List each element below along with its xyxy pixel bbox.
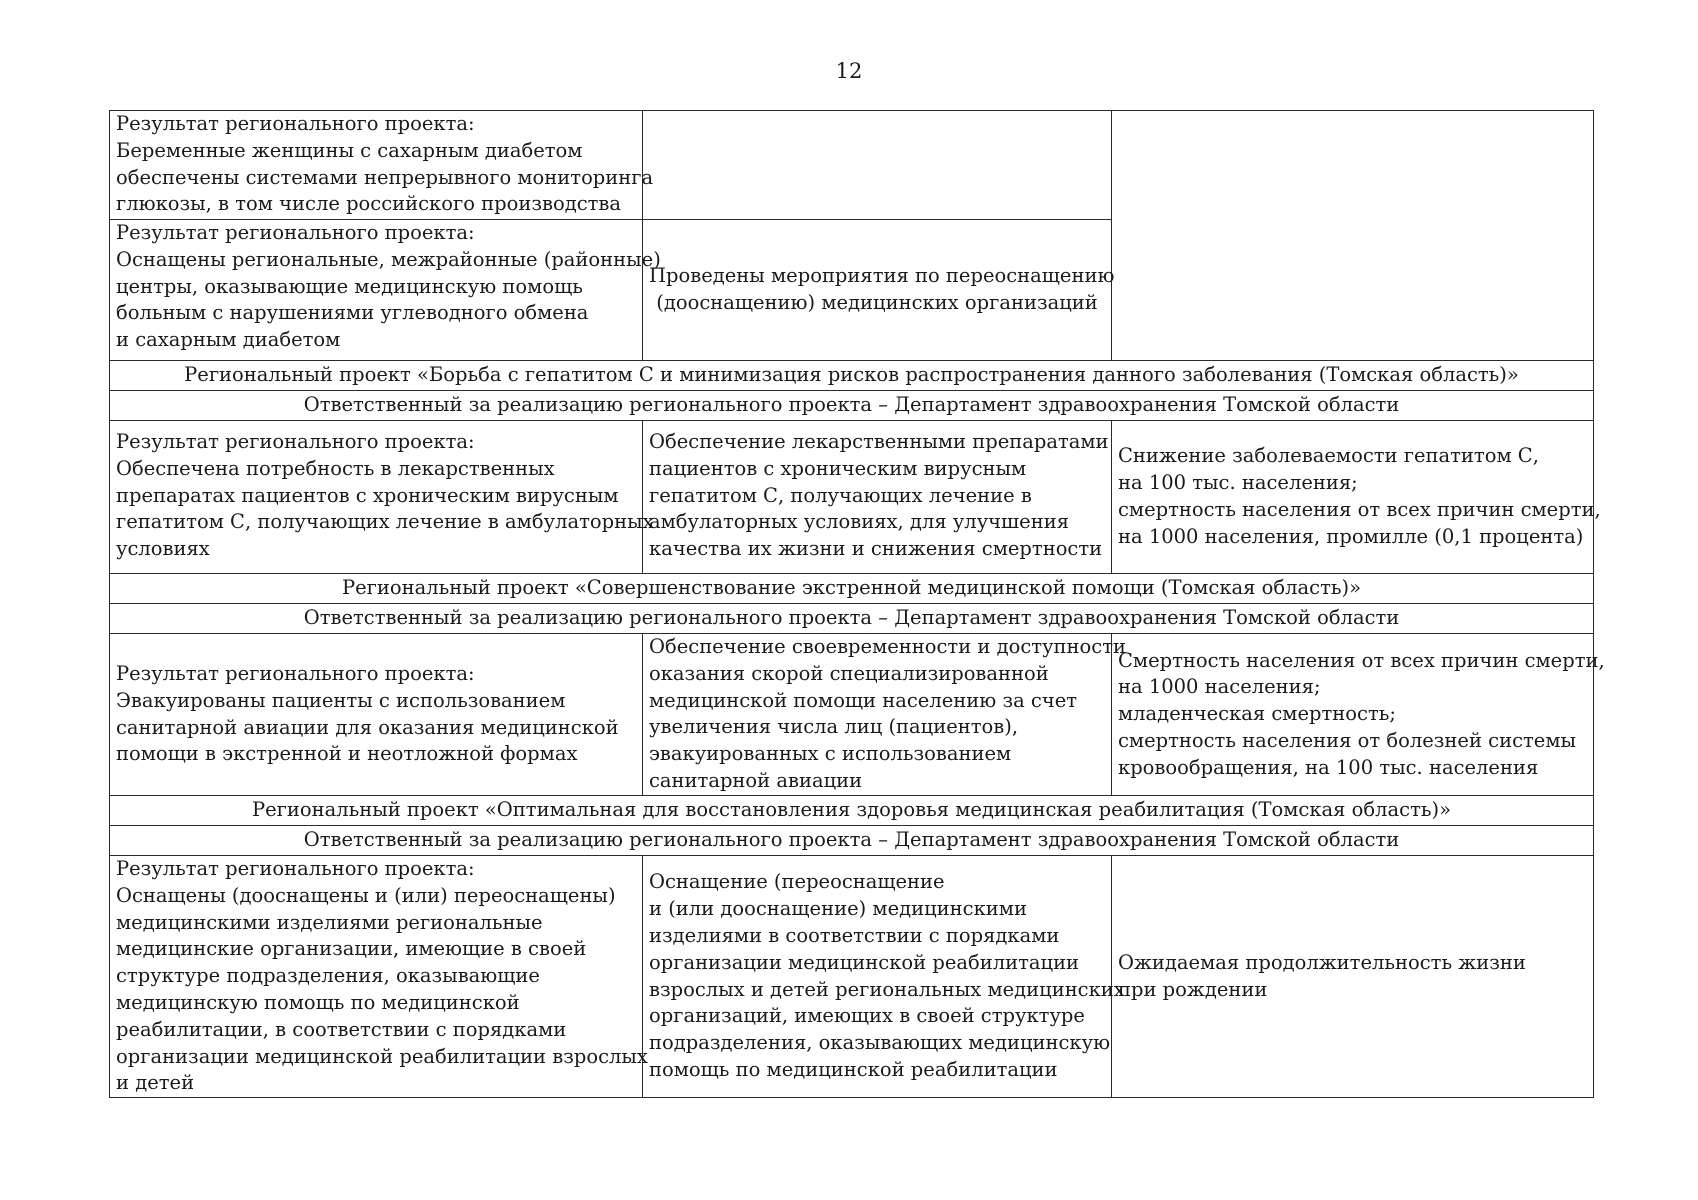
cell-text-line: помощь по медицинской реабилитации xyxy=(649,1057,1058,1081)
table-row xyxy=(110,421,1594,574)
cell-text-line: подразделения, оказывающих медицинскую xyxy=(649,1031,1111,1055)
result-cell xyxy=(110,421,654,574)
cell-text-line: глюкозы, в том числе российского производства xyxy=(116,192,622,216)
cell-text-line: при рождении xyxy=(1118,977,1268,1001)
cell-text-line: Эвакуированы пациенты с использованием xyxy=(116,688,566,712)
table-row xyxy=(110,111,1594,220)
cell-text-line: Беременные женщины с сахарным диабетом xyxy=(116,138,583,162)
cell-text-line: структуре подразделения, оказывающие xyxy=(116,964,540,988)
cell-text-line: гепатитом С, получающих лечение в xyxy=(649,483,1032,507)
table-row xyxy=(110,634,1594,796)
result-cell xyxy=(110,220,661,361)
indicator-cell xyxy=(1112,856,1594,1098)
result-cell xyxy=(110,111,654,220)
cell-text-line: организации медицинской реабилитации взрослых xyxy=(116,1044,648,1068)
responsible-department: Ответственный за реализацию регионального проекта – Департамент здравоохранения Томской области xyxy=(110,826,1594,856)
cell-text-line: (дооснащению) медицинских организаций xyxy=(656,291,1098,314)
cell-text-line: Оснащены (дооснащены и (или) переоснащены) xyxy=(116,883,616,907)
cell-text-line: изделиями в соответствии с порядками xyxy=(649,923,1060,947)
cell-text-line: смертность населения от болезней системы xyxy=(1118,728,1577,752)
activity-cell xyxy=(643,220,1115,361)
project-title-row xyxy=(110,574,1594,604)
table-row xyxy=(110,856,1594,1098)
result-cell xyxy=(110,856,648,1098)
project-title-emergency: Региональный проект «Совершенствование экстренной медицинской помощи (Томская область)» xyxy=(110,574,1594,604)
cell-text-line: санитарной авиации для оказания медицинской xyxy=(116,715,619,739)
cell-text-line: медицинские организации, имеющие в своей xyxy=(116,937,587,961)
activity-cell xyxy=(643,634,1126,796)
cell-text-line: качества их жизни и снижения смертности xyxy=(649,537,1103,561)
cell-text-line: Оснащены региональные, межрайонные (районные) xyxy=(116,247,661,271)
page-number: 12 xyxy=(835,59,863,83)
cell-text-line: условиях xyxy=(116,537,210,561)
responsible-department: Ответственный за реализацию регионального проекта – Департамент здравоохранения Томской области xyxy=(110,604,1594,634)
project-title-row xyxy=(110,361,1594,391)
project-title-rehabilitation: Региональный проект «Оптимальная для восстановления здоровья медицинская реабилитация (Томская область)» xyxy=(110,796,1594,826)
indicator-cell xyxy=(1112,421,1601,574)
cell-text-line: увеличения числа лиц (пациентов), xyxy=(649,715,1019,739)
cell-text-line: Обеспечение своевременности и доступности xyxy=(649,635,1126,658)
cell-text-line: Результат регионального проекта: xyxy=(116,430,475,453)
cell-text-line: больным с нарушениями углеводного обмена xyxy=(116,301,589,325)
indicator-cell-empty xyxy=(1112,111,1594,361)
cell-text-line: смертность населения от всех причин смерти, xyxy=(1118,498,1601,521)
responsible-row xyxy=(110,826,1594,856)
cell-text-line: оказания скорой специализированной xyxy=(649,661,1049,685)
cell-text-line: обеспечены системами непрерывного мониторинга xyxy=(116,165,654,189)
cell-text-line: Снижение заболеваемости гепатитом С, xyxy=(1118,444,1539,468)
cell-text-line: помощи в экстренной и неотложной формах xyxy=(116,742,578,766)
cell-text-line: организаций, имеющих в своей структуре xyxy=(649,1004,1085,1028)
cell-text-line: пациентов с хроническим вирусным xyxy=(649,456,1027,480)
cell-text-line: Результат регионального проекта: xyxy=(116,857,475,880)
cell-text-line: и детей xyxy=(116,1071,195,1095)
responsible-row xyxy=(110,391,1594,421)
cell-text-line: на 1000 населения; xyxy=(1118,675,1321,699)
result-cell xyxy=(110,634,643,796)
cell-text-line: санитарной авиации xyxy=(649,768,863,792)
cell-text-line: гепатитом С, получающих лечение в амбулаторных xyxy=(116,510,654,534)
activity-cell xyxy=(643,421,1112,574)
cell-text-line: взрослых и детей региональных медицинских xyxy=(649,977,1125,1001)
cell-text-line: Смертность населения от всех причин смерти, xyxy=(1118,648,1605,672)
cell-text-line: центры, оказывающие медицинскую помощь xyxy=(116,274,583,298)
cell-text-line: Обеспечение лекарственными препаратами xyxy=(649,430,1109,453)
responsible-row xyxy=(110,604,1594,634)
cell-text-line: на 100 тыс. населения; xyxy=(1118,471,1358,495)
activity-cell xyxy=(643,856,1125,1098)
cell-text-line: амбулаторных условиях, для улучшения xyxy=(649,510,1070,534)
regional-projects-table xyxy=(109,110,1605,1098)
cell-text-line: организации медицинской реабилитации xyxy=(649,950,1080,974)
cell-text-line: Оснащение (переоснащение xyxy=(649,870,945,894)
cell-text-line: кровообращения, на 100 тыс. населения xyxy=(1118,755,1539,779)
cell-text-line: Ожидаемая продолжительность жизни xyxy=(1118,950,1526,974)
cell-text-line: Результат регионального проекта: xyxy=(116,661,475,685)
cell-text-line: Результат регионального проекта: xyxy=(116,221,475,244)
cell-text-line: медицинской помощи населению за счет xyxy=(649,688,1078,712)
activity-cell-empty xyxy=(643,111,1112,220)
indicator-cell xyxy=(1112,634,1605,796)
cell-text-line: на 1000 населения, промилле (0,1 процента) xyxy=(1118,524,1584,548)
cell-text-line: и сахарным диабетом xyxy=(116,328,341,352)
project-title-hepatitis: Региональный проект «Борьба с гепатитом С и минимизация рисков распространения данного заболевания (Томская область)» xyxy=(110,361,1594,391)
cell-text-line: реабилитации, в соответствии с порядками xyxy=(116,1017,567,1041)
cell-text-line: Обеспечена потребность в лекарственных xyxy=(116,456,555,480)
cell-text-line: эвакуированных с использованием xyxy=(649,742,1012,766)
cell-text-line: младенческая смертность; xyxy=(1118,702,1396,726)
cell-text-line: Результат регионального проекта: xyxy=(116,112,475,135)
cell-text-line: препаратах пациентов с хроническим вирусным xyxy=(116,483,619,507)
responsible-department: Ответственный за реализацию регионального проекта – Департамент здравоохранения Томской области xyxy=(110,391,1594,421)
cell-text-line: медицинскую помощь по медицинской xyxy=(116,990,520,1014)
cell-text-line: Проведены мероприятия по переоснащению xyxy=(649,264,1115,288)
project-title-row xyxy=(110,796,1594,826)
cell-text-line: и (или дооснащение) медицинскими xyxy=(649,897,1027,921)
cell-text-line: медицинскими изделиями региональные xyxy=(116,910,543,934)
